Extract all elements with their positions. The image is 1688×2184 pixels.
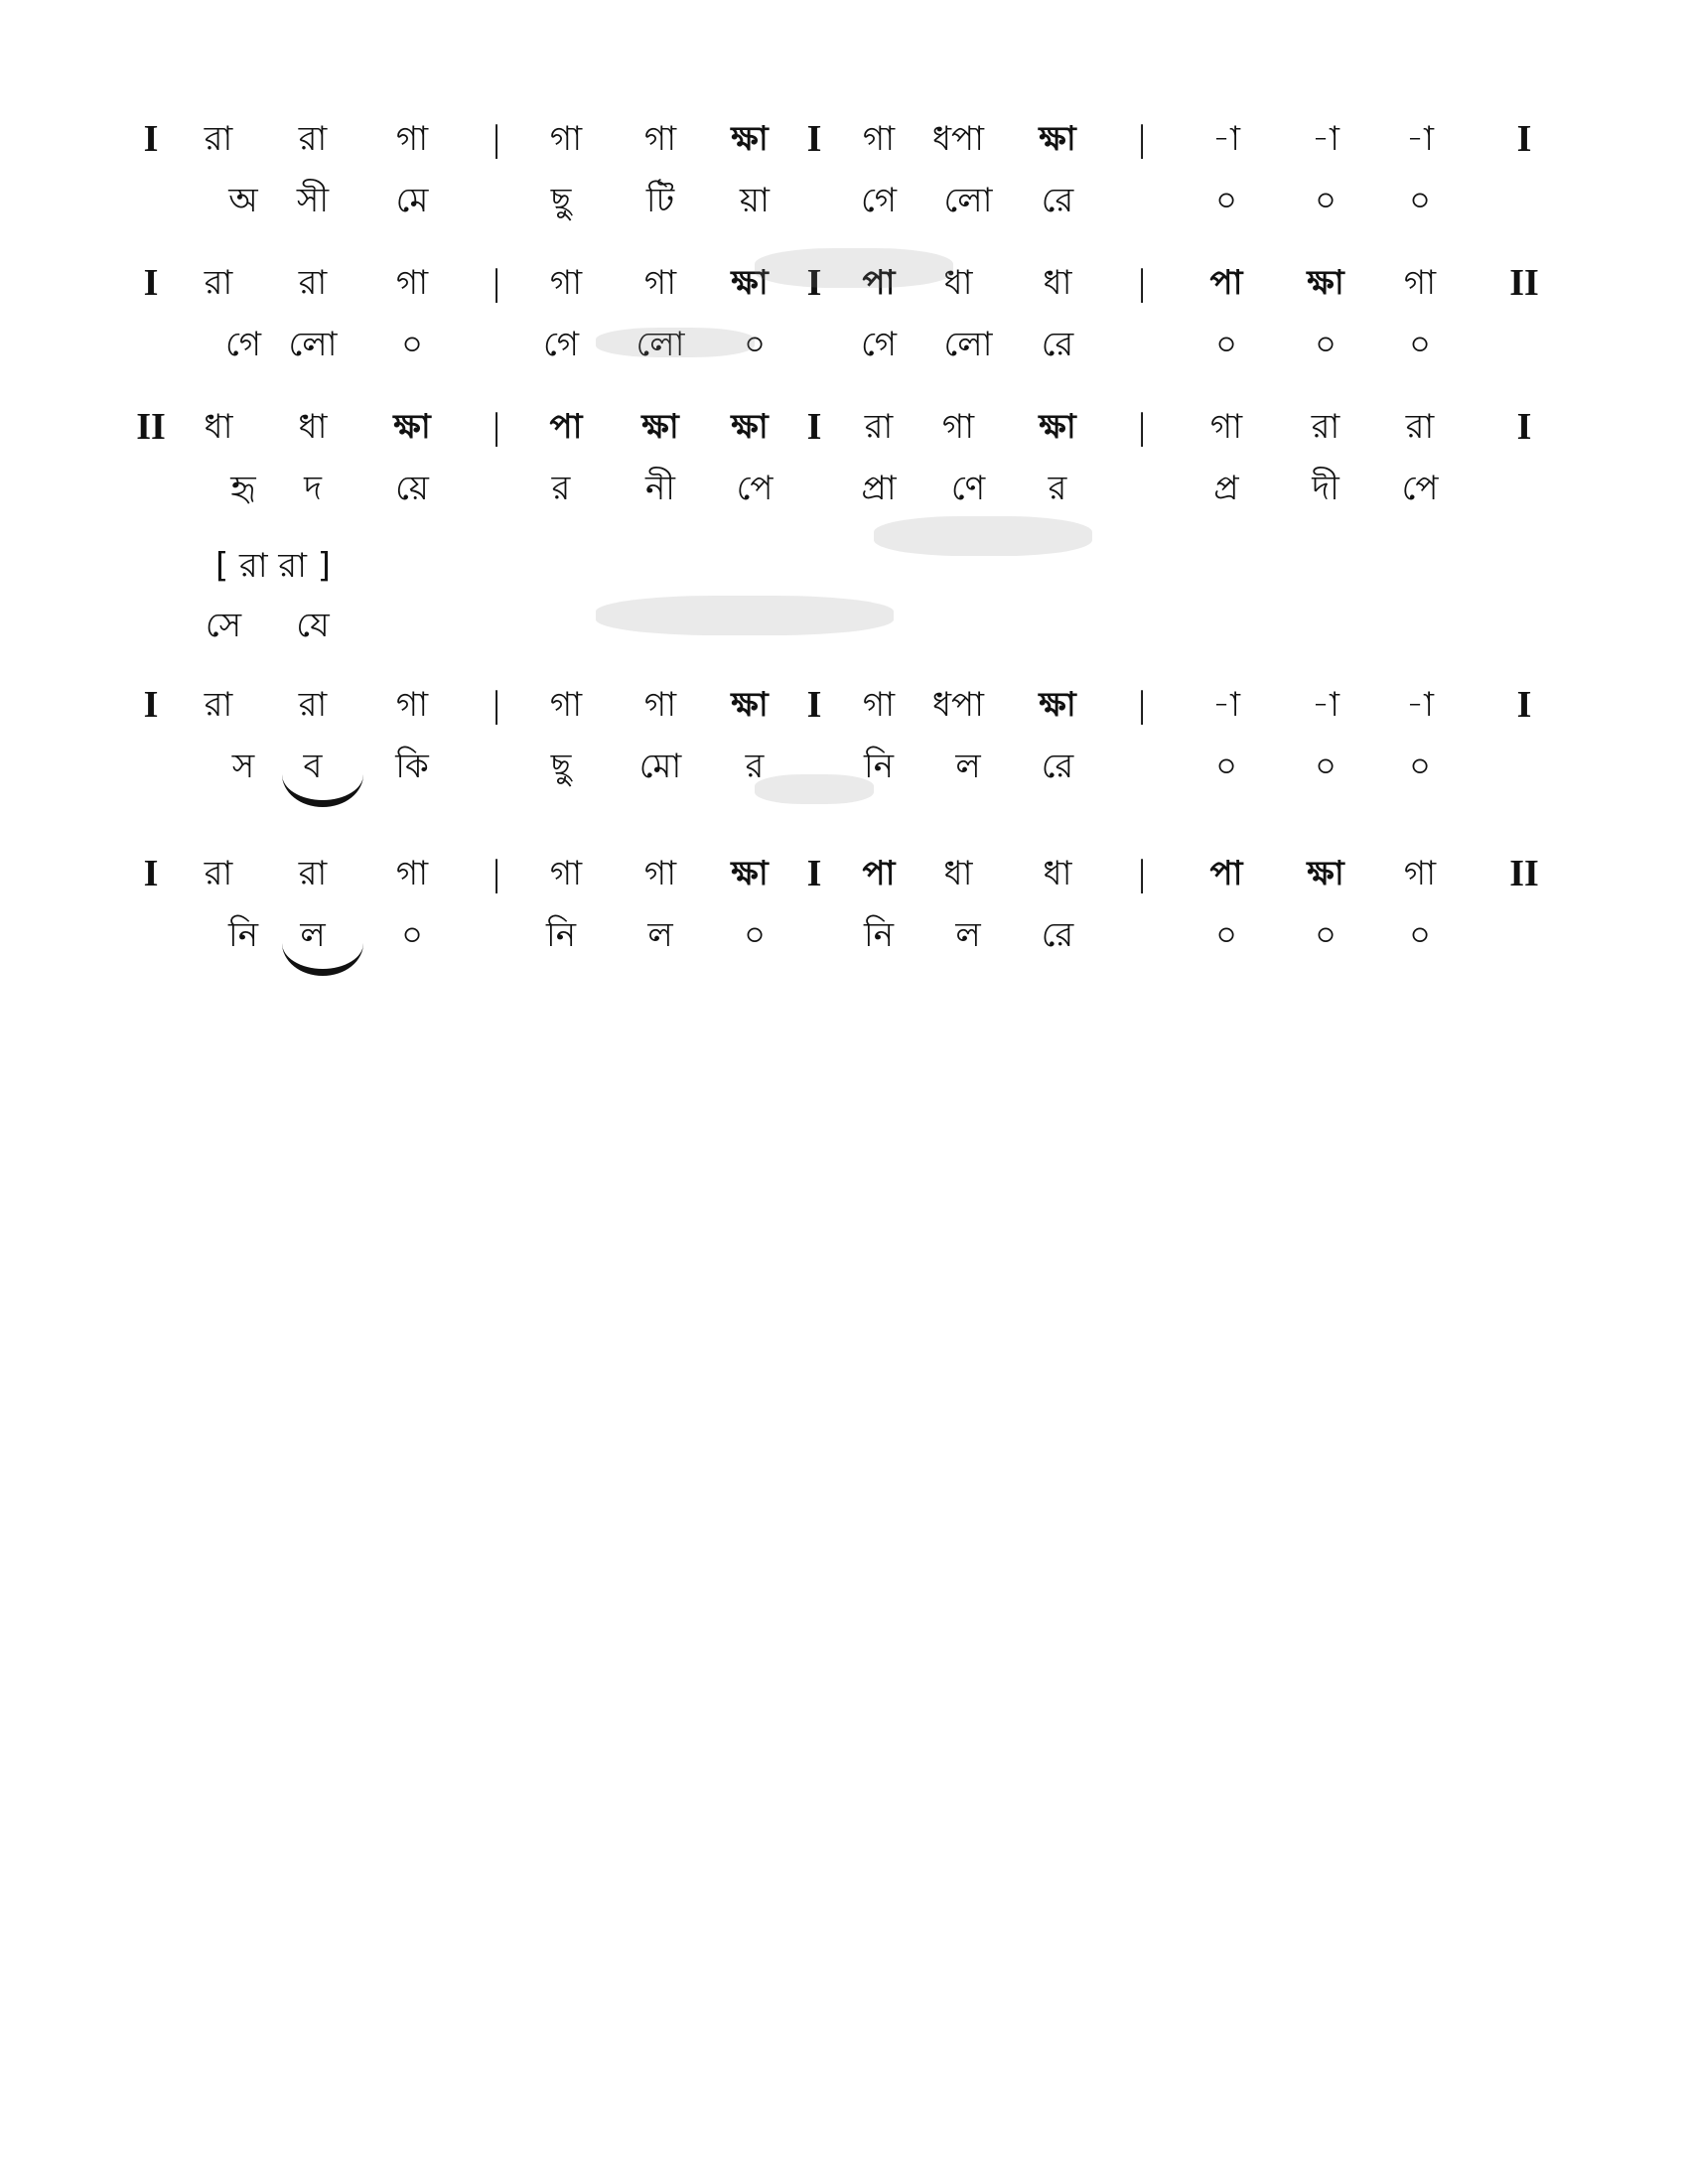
note: রা: [1405, 407, 1435, 447]
lyric-syllable: লো: [943, 325, 993, 364]
note: ক্ষা: [731, 854, 769, 893]
note: রা: [298, 263, 328, 303]
lyric-syllable: প্র: [1213, 469, 1239, 508]
note: রা: [864, 407, 894, 447]
lyric-syllable: ০: [400, 325, 424, 364]
note: ক্ষা: [731, 119, 769, 159]
barline: |: [492, 406, 500, 448]
note: গা: [862, 685, 896, 725]
note: -া: [1212, 685, 1240, 725]
note: ধা: [943, 263, 973, 303]
scan-smudge: [874, 516, 1092, 556]
lyric-syllable: রে: [1041, 325, 1074, 364]
lyric-syllable: দ: [304, 469, 322, 508]
barline: |: [1138, 262, 1146, 304]
lyric-syllable: ০: [743, 915, 767, 955]
lyric-syllable: অ: [228, 181, 258, 220]
note: ধপা: [932, 685, 984, 725]
barline: |: [492, 262, 500, 304]
end-barline: I: [1516, 406, 1532, 448]
note: গা: [1403, 854, 1437, 893]
start-barline: I: [143, 262, 159, 304]
barline: I: [806, 406, 822, 448]
lyric-syllable: র: [1048, 469, 1067, 508]
note: ধপা: [932, 119, 984, 159]
note: ক্ষা: [641, 407, 679, 447]
note: ক্ষা: [731, 407, 769, 447]
note: -া: [1312, 119, 1339, 159]
note: ক্ষা: [731, 685, 769, 725]
note: পা: [862, 263, 896, 303]
lyric-syllable: গে: [860, 181, 898, 220]
lyric-syllable: দী: [1312, 469, 1339, 508]
end-barline: I: [1516, 684, 1532, 726]
lyric-syllable: ০: [1408, 915, 1432, 955]
lyric-syllable: ০: [1314, 747, 1337, 786]
lyric-syllable: লো: [943, 181, 993, 220]
lyric-syllable: পে: [736, 469, 774, 508]
lyric-syllable: ল: [300, 915, 326, 955]
lyric-syllable: ণে: [950, 469, 986, 508]
barline: |: [1138, 406, 1146, 448]
note: পা: [862, 854, 896, 893]
note: গা: [549, 685, 583, 725]
start-barline: I: [143, 118, 159, 160]
lyric-syllable: প্রা: [861, 469, 897, 508]
lyric-syllable: সী: [296, 181, 330, 220]
note: ক্ষা: [1039, 119, 1076, 159]
lyric-syllable: নী: [644, 469, 676, 508]
alternate-lyric: সে: [205, 606, 242, 645]
note: গা: [643, 119, 677, 159]
note: রা: [204, 685, 233, 725]
scan-smudge: [596, 596, 894, 635]
note: গা: [1209, 407, 1243, 447]
note: পা: [549, 407, 583, 447]
start-barline: I: [143, 684, 159, 726]
lyric-syllable: রে: [1041, 915, 1074, 955]
lyric-syllable: ব: [303, 747, 323, 786]
note: ক্ষা: [393, 407, 431, 447]
note: গা: [643, 854, 677, 893]
lyric-syllable: র: [551, 469, 571, 508]
lyric-syllable: হৃ: [230, 469, 256, 508]
note: গা: [395, 685, 429, 725]
note: রা: [298, 685, 328, 725]
note: -া: [1406, 685, 1434, 725]
end-barline: I: [1516, 118, 1532, 160]
lyric-syllable: রে: [1041, 181, 1074, 220]
end-barline: II: [1509, 853, 1539, 894]
end-barline: II: [1509, 262, 1539, 304]
lyric-syllable: ০: [1314, 325, 1337, 364]
barline: |: [1138, 118, 1146, 160]
lyric-syllable: লো: [635, 325, 685, 364]
note: ক্ষা: [1307, 854, 1344, 893]
lyric-syllable: র: [745, 747, 765, 786]
barline: |: [492, 853, 500, 894]
lyric-syllable: ০: [1214, 325, 1238, 364]
note: ধা: [943, 854, 973, 893]
lyric-syllable: ল: [647, 915, 673, 955]
note: গা: [395, 854, 429, 893]
barline: |: [492, 118, 500, 160]
note: ধা: [298, 407, 328, 447]
barline: I: [806, 262, 822, 304]
note: -া: [1406, 119, 1434, 159]
lyric-syllable: মে: [395, 181, 429, 220]
lyric-syllable: ০: [1214, 181, 1238, 220]
lyric-syllable: ০: [1314, 181, 1337, 220]
note: ধা: [204, 407, 233, 447]
lyric-syllable: গে: [860, 325, 898, 364]
lyric-syllable: লো: [288, 325, 338, 364]
lyric-syllable: স: [231, 747, 255, 786]
note: রা: [1311, 407, 1340, 447]
barline: |: [1138, 853, 1146, 894]
lyric-syllable: টি: [645, 181, 675, 220]
notation-score: [0, 0, 1688, 993]
lyric-syllable: ০: [1214, 915, 1238, 955]
note: রা: [204, 263, 233, 303]
lyric-syllable: য়ে: [395, 469, 429, 508]
lyric-syllable: ০: [1408, 181, 1432, 220]
lyric-syllable: নি: [545, 915, 577, 955]
note: গা: [643, 263, 677, 303]
note: ক্ষা: [1039, 685, 1076, 725]
barline: |: [1138, 684, 1146, 726]
barline: I: [806, 853, 822, 894]
lyric-syllable: রে: [1041, 747, 1074, 786]
lyric-syllable: ০: [1408, 325, 1432, 364]
note: গা: [643, 685, 677, 725]
lyric-syllable: ল: [955, 747, 981, 786]
barline: I: [806, 684, 822, 726]
lyric-syllable: ০: [1214, 747, 1238, 786]
note: পা: [1209, 854, 1243, 893]
start-barline: I: [143, 853, 159, 894]
lyric-syllable: য়া: [740, 181, 770, 220]
note: গা: [549, 119, 583, 159]
lyric-syllable: ০: [743, 325, 767, 364]
note: -া: [1312, 685, 1339, 725]
note: ধা: [1043, 854, 1072, 893]
note: রা: [298, 854, 328, 893]
lyric-syllable: পে: [1401, 469, 1439, 508]
scan-smudge: [755, 248, 953, 288]
alternate-notes: [ রা রা ]: [214, 546, 332, 586]
note: -া: [1212, 119, 1240, 159]
lyric-syllable: ০: [400, 915, 424, 955]
lyric-syllable: মো: [638, 747, 682, 786]
scan-smudge: [755, 774, 874, 804]
note: রা: [204, 854, 233, 893]
lyric-syllable: ল: [955, 915, 981, 955]
note: গা: [1403, 263, 1437, 303]
note: গা: [395, 263, 429, 303]
lyric-syllable: নি: [227, 915, 259, 955]
note: ক্ষা: [731, 263, 769, 303]
lyric-syllable: গে: [224, 325, 262, 364]
note: গা: [941, 407, 975, 447]
note: ক্ষা: [1307, 263, 1344, 303]
lyric-syllable: ছু: [550, 181, 572, 220]
lyric-syllable: ০: [1314, 915, 1337, 955]
note: ধা: [1043, 263, 1072, 303]
lyric-syllable: গে: [542, 325, 580, 364]
note: গা: [549, 263, 583, 303]
note: গা: [862, 119, 896, 159]
note: ক্ষা: [1039, 407, 1076, 447]
lyric-syllable: নি: [863, 747, 895, 786]
lyric-syllable: ০: [1408, 747, 1432, 786]
scan-smudge: [596, 328, 755, 357]
note: গা: [549, 854, 583, 893]
slur-mark: [282, 943, 363, 976]
note: রা: [298, 119, 328, 159]
lyric-syllable: কি: [395, 747, 429, 786]
note: গা: [395, 119, 429, 159]
start-barline: II: [136, 406, 166, 448]
barline: I: [806, 118, 822, 160]
lyric-syllable: নি: [863, 915, 895, 955]
note: পা: [1209, 263, 1243, 303]
note: রা: [204, 119, 233, 159]
alternate-lyric: যে: [296, 606, 330, 645]
lyric-syllable: ছু: [550, 747, 572, 786]
slur-mark: [282, 774, 363, 807]
barline: |: [492, 684, 500, 726]
